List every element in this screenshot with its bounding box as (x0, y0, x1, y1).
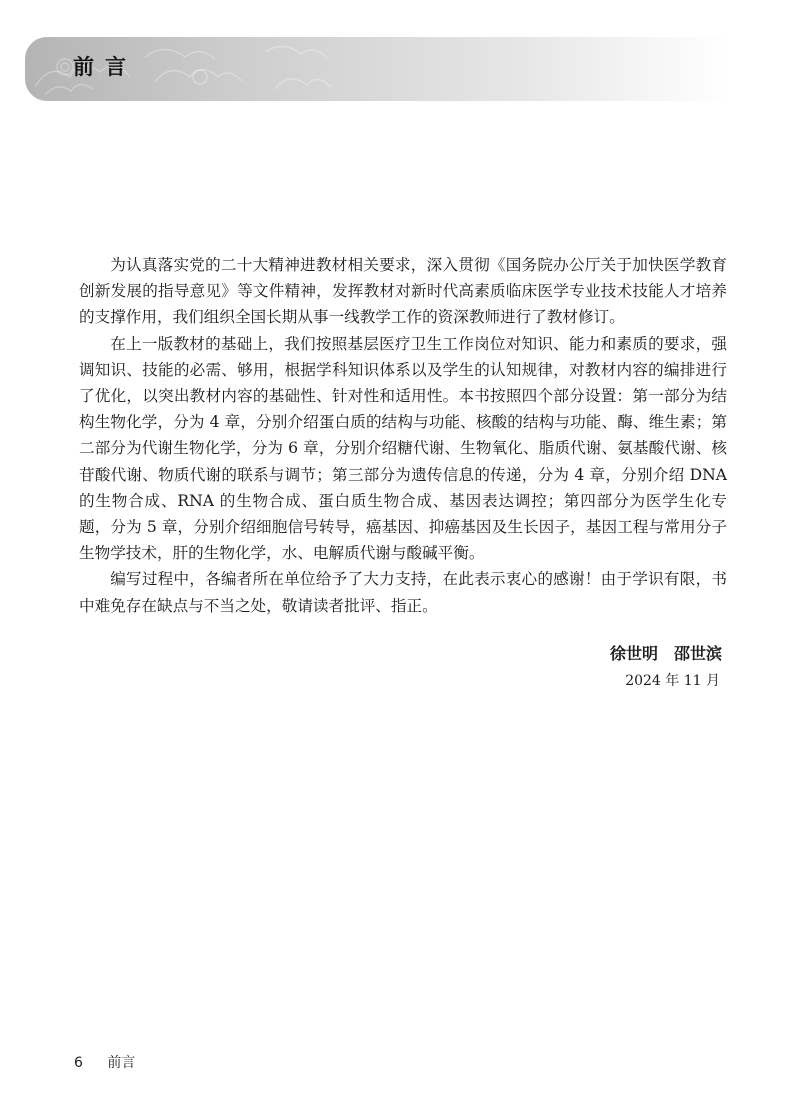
page-title: 前言 (73, 55, 137, 79)
page-number: 6 (74, 1055, 83, 1071)
page-footer (74, 1053, 135, 1073)
footer-section-title: 前言 (107, 1055, 136, 1071)
paragraph-2: 在上一版教材的基础上，我们按照基层医疗卫生工作岗位对知识、能力和素质的要求，强调知识、技能的必需、够用，根据学科知识体系以及学生的认知规律，对教材内容的编排进行了优化，以突出教材内容的基础性、针对性和适用性。本书按照四个部分设置：第一部分为结构生物化学，分为 4 章，分别介绍蛋白质的结构与功能、核酸的结构与功能、酶、维生素；第二部分为代谢生物化学，分为 6 章，分别介绍糖代谢、生物氧化、脂质代谢、氨基酸代谢、核苷酸代谢、物质代谢的联系与调节；第三部分为遗传信息的传递，分为 4 章，分别介绍 DNA 的生物合成、RNA 的生物合成、蛋白质生物合成、基因表达调控；第四部分为医学生化专题，分为 5 章，分别介绍细胞信号转导，癌基因、抑癌基因及生长因子，基因工程与常用分子生物学技术，肝的生物化学，水、电解质代谢与酸碱平衡。 (79, 334, 727, 563)
author-signature: 徐世明 邵世滨 (609, 644, 722, 663)
signature-date: 2024 年 11 月 (625, 673, 720, 689)
paragraph-1: 为认真落实党的二十大精神进教材相关要求，深入贯彻《国务院办公厅关于加快医学教育创新发展的指导意见》等文件精神，发挥教材对新时代高素质临床医学专业技术技能人才培养的支撑作用，我们组织全国长期从事一线教学工作的资深教师进行了教材修订。 (79, 256, 727, 327)
paragraph-3: 编写过程中，各编者所在单位给予了大力支持，在此表示衷心的感谢！由于学识有限，书中难免存在缺点与不当之处，敬请读者批评、指正。 (79, 570, 727, 615)
preface-body (79, 252, 727, 619)
